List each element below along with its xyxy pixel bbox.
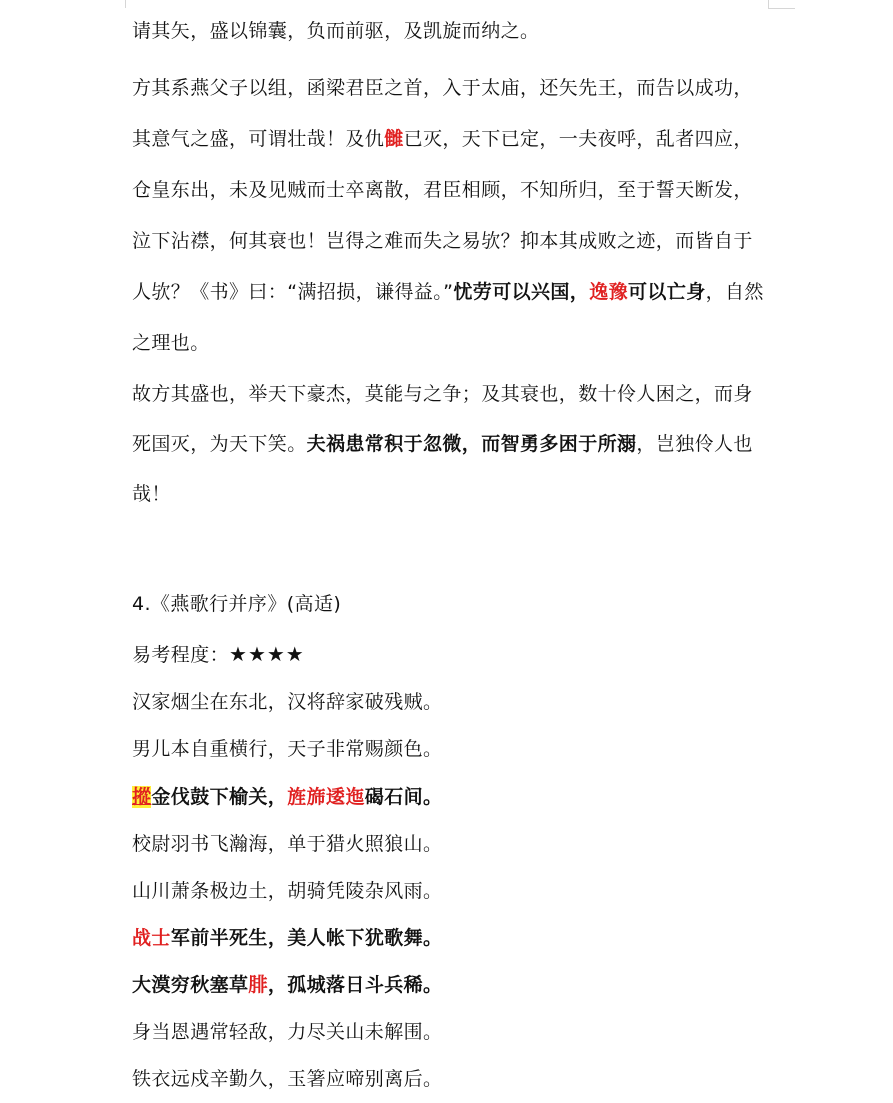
emphasis-bold-text: 夫祸患常积于忽微，而智勇多困于所溺 xyxy=(306,433,637,455)
prose-text: 请其矢，盛以锦囊，负而前驱，及凯旋而纳之。 xyxy=(132,20,540,42)
poem-text: 校尉羽书飞瀚海，单于猎火照狼山。 xyxy=(132,833,443,855)
poem-text: ，孤城落日斗兵稀。 xyxy=(267,974,443,996)
page-corner-mark-right xyxy=(768,0,795,9)
poem-line xyxy=(132,726,782,773)
prose-text: 哉！ xyxy=(132,483,171,505)
poem-line xyxy=(132,1009,782,1056)
prose-text: 泣下沾襟，何其衰也！岂得之难而失之易欤？抑本其成败之迹，而皆自于 xyxy=(132,230,753,252)
prose-line xyxy=(132,216,782,267)
poem-line xyxy=(132,773,782,821)
highlighted-character: 摐 xyxy=(132,786,152,808)
star-rating-icon: ★★★★ xyxy=(229,642,305,666)
emphasis-red-text: 雠 xyxy=(384,128,404,150)
emphasis-red-text: 战士 xyxy=(132,927,171,949)
emphasis-red-text: 腓 xyxy=(248,974,268,996)
poem-text: 大漠穷秋塞草 xyxy=(132,974,249,996)
emphasis-bold-text: 忧劳可以兴国， xyxy=(453,281,590,303)
poem-line xyxy=(132,679,782,726)
prose-line xyxy=(132,165,782,216)
prose-line xyxy=(132,419,782,469)
prose-line xyxy=(132,469,782,519)
prose-line xyxy=(132,318,782,369)
section-title-text: 4.《燕歌行并序》(高适) xyxy=(132,593,342,615)
poem-text: 身当恩遇常轻敌，力尽关山未解围。 xyxy=(132,1021,443,1043)
poem-line xyxy=(132,821,782,868)
emphasis-red-text: 逸豫 xyxy=(589,281,629,303)
prose-line xyxy=(132,114,782,165)
section-title xyxy=(132,579,782,629)
prose-text: ，自然 xyxy=(705,281,764,303)
poem-text: 铁衣远戍辛勤久，玉箸应啼别离后。 xyxy=(132,1068,443,1090)
poem-line xyxy=(132,868,782,915)
prose-text: ，岂独伶人也 xyxy=(636,433,753,455)
poem-line xyxy=(132,1056,782,1103)
prose-text: 已灭，天下已定，一夫夜呼，乱者四应， xyxy=(403,128,753,150)
poem-text: 碣石间。 xyxy=(364,786,443,808)
prose-text: 故方其盛也，举天下豪杰，莫能与之争；及其衰也，数十伶人困之，而身 xyxy=(132,383,753,405)
prose-text: 人欤？《书》曰：“满招损，谦得益。” xyxy=(132,281,454,303)
prose-text: 其意气之盛，可谓壮哉！及仇 xyxy=(132,128,385,150)
poem-text: 山川萧条极边土，胡骑凭陵杂风雨。 xyxy=(132,880,443,902)
document-body xyxy=(132,14,782,1103)
poem-text: 金伐鼓下榆关， xyxy=(151,786,288,808)
prose-line xyxy=(132,14,782,48)
difficulty-label: 易考程度： xyxy=(132,644,230,666)
prose-text: 死国灭，为天下笑。 xyxy=(132,433,307,455)
poem-text: 汉家烟尘在东北，汉将辞家破残贼。 xyxy=(132,691,443,713)
prose-line xyxy=(132,267,782,318)
prose-line xyxy=(132,369,782,419)
prose-text: 之理也。 xyxy=(132,332,210,354)
poem-text: 军前半死生，美人帐下犹歌舞。 xyxy=(170,927,443,949)
poem-line xyxy=(132,962,782,1009)
poem-line xyxy=(132,915,782,962)
emphasis-bold-text: 可以亡身 xyxy=(628,281,706,303)
poem-text: 男儿本自重横行，天子非常赐颜色。 xyxy=(132,738,443,760)
page-corner-mark-left xyxy=(103,0,126,8)
prose-text: 仓皇东出，未及见贼而士卒离散，君臣相顾，不知所归，至于誓天断发， xyxy=(132,179,753,201)
emphasis-red-text: 旌旆逶迤 xyxy=(287,786,365,808)
difficulty-row xyxy=(132,629,782,679)
prose-text: 方其系燕父子以组，函梁君臣之首，入于太庙，还矢先王，而告以成功， xyxy=(132,77,753,99)
prose-line xyxy=(132,63,782,114)
